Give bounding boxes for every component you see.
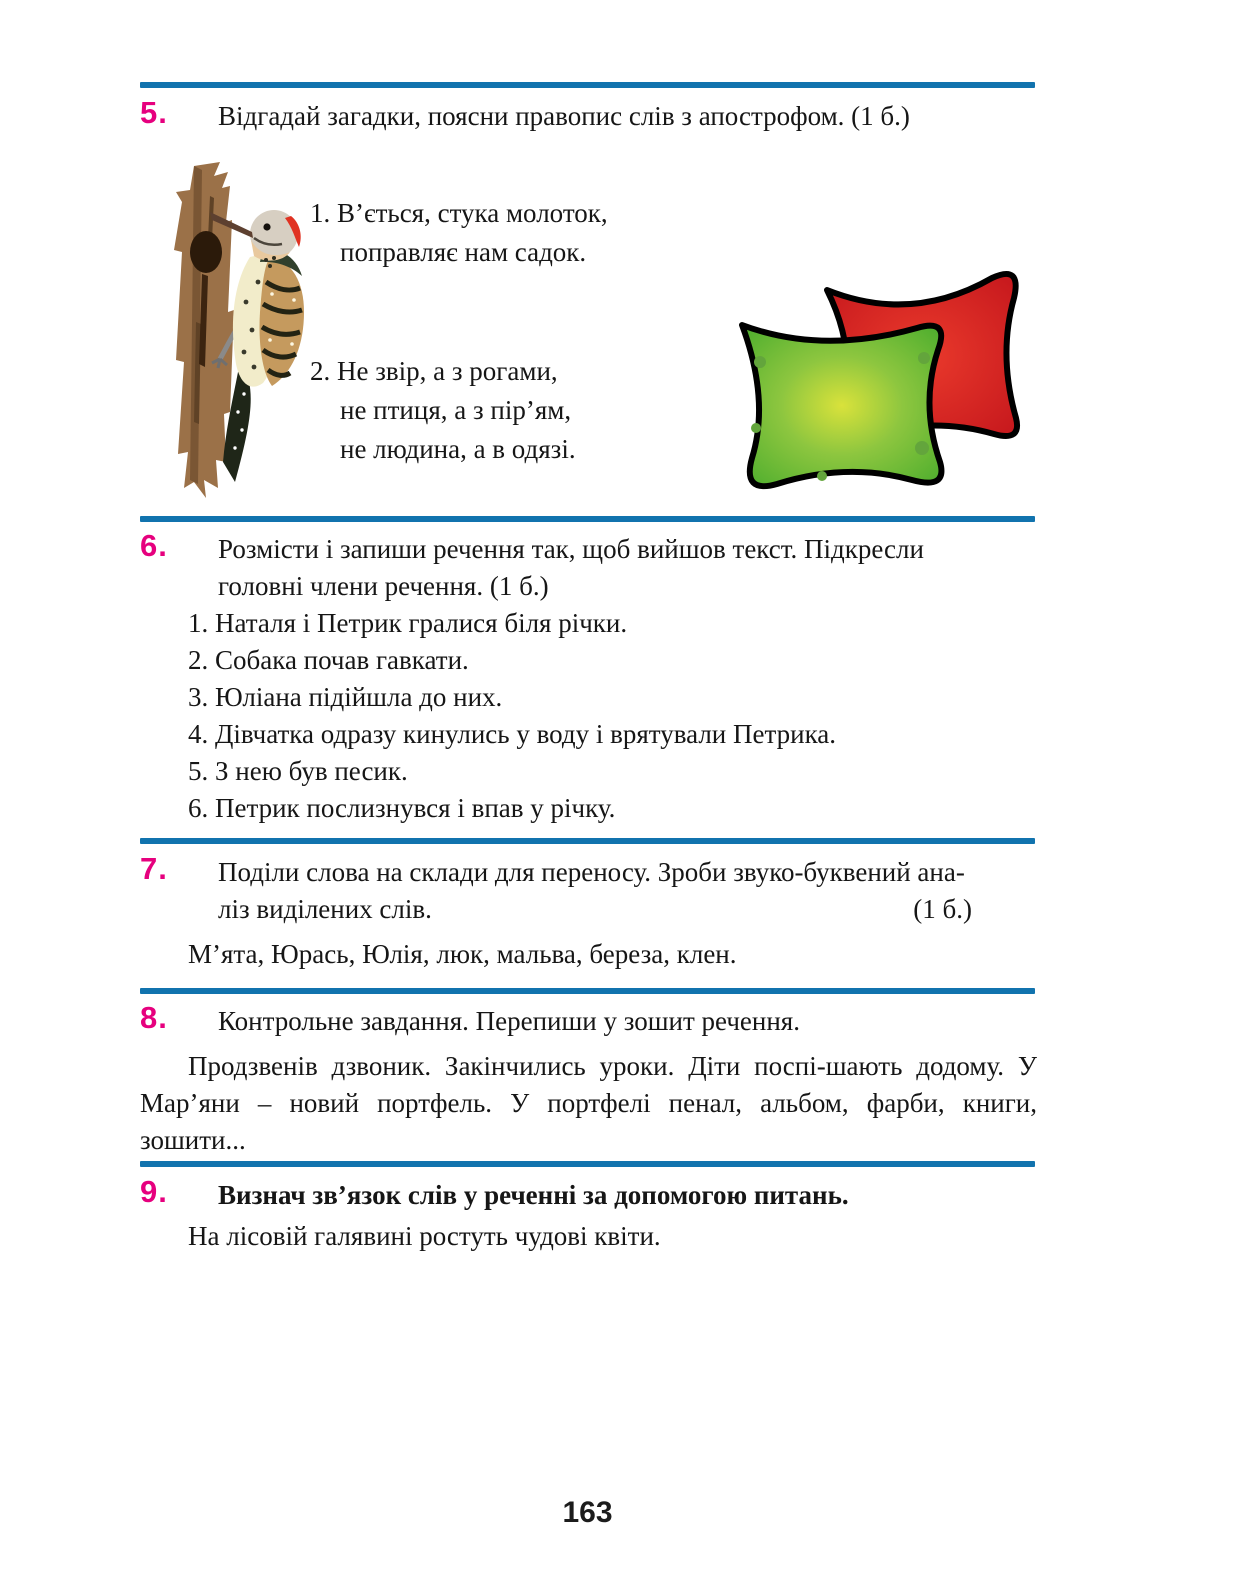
list-item: 2. Собака почав гавкати. [188,645,469,675]
riddle-1 [310,194,608,272]
exercise-number: 5. [140,95,168,130]
exercise-title-row-2 [218,891,972,928]
exercise-title-line-2: ліз виділених слів. [218,894,432,924]
exercise-title: Контрольне завдання. Перепиши у зошит речення. [218,1006,800,1036]
exercise-title: Відгадай загадки, поясни правопис слів з апострофом. (1 б.) [218,101,910,131]
riddle-1-line-2: поправляє нам садок. [340,237,587,267]
riddle-2-line-1: 2. Не звір, а з рогами, [310,356,558,386]
exercise-body-paragraph: Продзвенів дзвоник. Закінчились уроки. Діти поспі-шають додому. У Мар’яни – новий портфель. У портфелі пенал, альбом, фарби, книги, зошити... [140,1051,1037,1155]
riddle-1-line-1: 1. В’ється, стука молоток, [310,198,608,228]
list-item: 5. З нею був песик. [188,756,408,786]
exercise-title-line-1: Розмісти і запиши речення так, щоб вийшов текст. Підкресли [218,534,924,564]
list-item: 3. Юліана підійшла до них. [188,682,503,712]
exercise-number: 6. [140,528,168,563]
section-divider [140,1161,1035,1167]
woodpecker-icon [150,162,325,502]
exercise-title-line-2: головні члени речення. (1 б.) [218,571,549,601]
exercise-title [218,531,1018,605]
riddle-2-line-3: не людина, а в одязі. [340,434,576,464]
section-divider [140,82,1035,88]
riddle-2-line-2: не птиця, а з пір’ям, [340,395,572,425]
exercise-title-line-1: Поділи слова на склади для переносу. Зроби звуко-буквений ана- [218,857,965,887]
section-divider [140,838,1035,844]
pillows-illustration [722,248,1032,506]
exercise-number: 8. [140,1000,168,1035]
list-item: 4. Дівчатка одразу кинулись у воду і врятували Петрика. [188,719,837,749]
section-divider [140,516,1035,522]
woodpecker-illustration [150,162,325,502]
exercise-body-sentence: На лісовій галявині ростуть чудові квіти. [188,1221,661,1251]
exercise-number: 7. [140,851,168,886]
exercise-number: 9. [140,1174,168,1209]
sentence-list [188,605,836,827]
exercise-title: Визнач зв’язок слів у реченні за допомогою питань. [218,1180,849,1210]
section-divider [140,988,1035,994]
list-item: 6. Петрик послизнувся і впав у річку. [188,793,616,823]
riddle-2 [310,352,576,469]
score-label: (1 б.) [913,894,972,924]
list-item: 1. Наталя і Петрик гралися біля річки. [188,608,628,638]
word-list: М’ята, Юрась, Юлія, люк, мальва, береза, клен. [188,939,737,969]
pillows-icon [722,248,1032,506]
page-number: 163 [562,1496,613,1529]
